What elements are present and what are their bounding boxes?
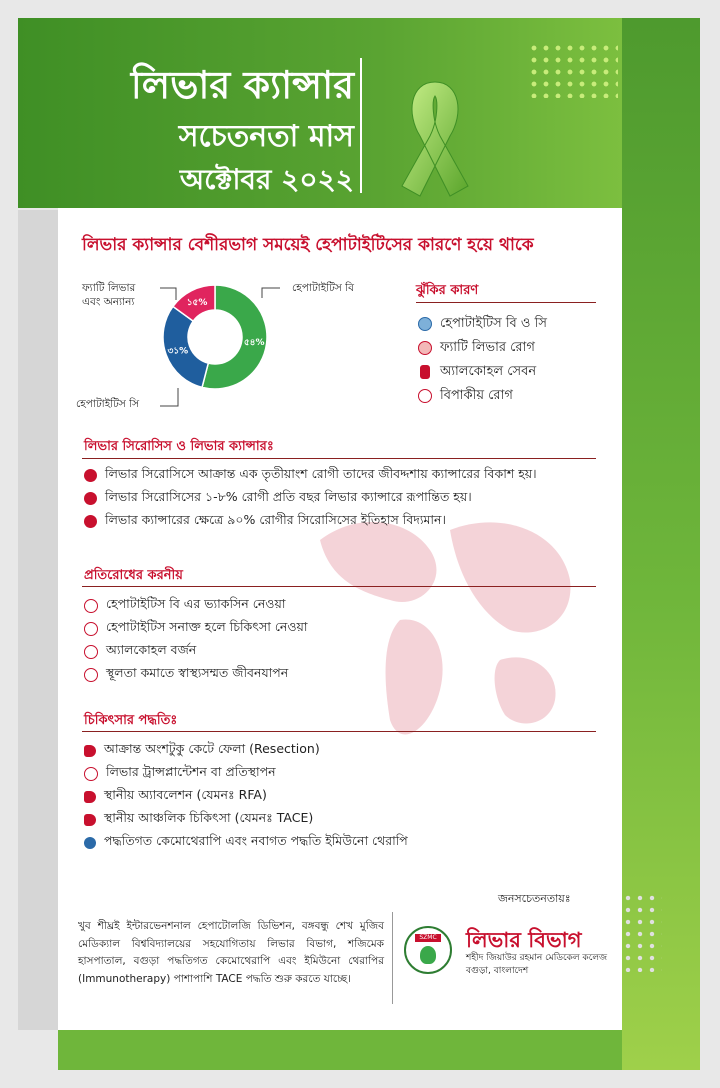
list-item (84, 785, 408, 808)
left-gray-band (18, 210, 58, 1030)
list-item (84, 831, 408, 854)
title-line-1: লিভার ক্যান্সার (130, 62, 354, 107)
bullet-icon (84, 492, 97, 505)
list-item-text: লিভার সিরোসিসের ১-৮% রোগী প্রতি বছর লিভার ক্যান্সারে রূপান্তিত হয়। (105, 488, 472, 504)
risk-item-label: হেপাটাইটিস বি ও সি (440, 315, 547, 331)
logo-text: SZMC (415, 934, 441, 942)
liver-icon (84, 791, 96, 803)
szmc-logo (404, 926, 452, 974)
scalpel-icon (84, 745, 96, 757)
no-alcohol-icon (84, 645, 98, 659)
list-item (84, 464, 537, 487)
donut-value-label-0: ৫৪% (243, 337, 265, 348)
prevention-rule (82, 586, 596, 587)
label-fatty-line2: এবং অন্যান্য (82, 296, 135, 308)
cirrhosis-rule (82, 458, 596, 459)
ribbon-icon (380, 74, 490, 206)
list-item-text: আক্রান্ত অংশটুকু কেটে ফেলা (Resection) (104, 740, 320, 756)
title-line-3: অক্টোবর ২০২২ (179, 163, 354, 196)
institution-line2: বগুড়া, বাংলাদেশ (466, 966, 529, 976)
cirrhosis-list (84, 464, 537, 533)
bullet-icon (84, 469, 97, 482)
risk-item (418, 384, 547, 408)
label-hep-b: হেপাটাইটিস বি (292, 282, 355, 294)
transplant-icon (84, 767, 98, 781)
label-hep-c: হেপাটাইটিস সি (76, 398, 140, 410)
title-line-2: সচেতনতা মাস (178, 119, 354, 154)
logo-emblem (420, 946, 436, 964)
treatment-title: চিকিৎসার পদ্ধতিঃ (84, 713, 178, 728)
department-name: লিভার বিভাগ (466, 928, 582, 952)
dot-pattern (528, 42, 618, 98)
headline: লিভার ক্যান্সার বেশীরভাগ সময়েই হেপাটাইটিসের কারণে হয়ে থাকে (82, 235, 534, 255)
pills-icon (84, 837, 96, 849)
institution-line1: শহীদ জিয়াউর রহমান মেডিকেল কলেজ (466, 953, 608, 963)
list-item-text: হেপাটাইটিস বি এর ভ্যাকসিন নেওয়া (106, 595, 286, 611)
syringe-icon (84, 599, 98, 613)
list-item-text: লিভার সিরোসিসে আক্রান্ত এক তৃতীয়াংশ রোগী তাদের জীবদ্দশায় ক্যান্সারের বিকাশ হয়। (105, 465, 537, 481)
running-icon (84, 668, 98, 682)
list-item-text: লিভার ক্যান্সারের ক্ষেত্রে ৯০% রোগীর সিরোসিসের ইতিহাস বিদ্যমান। (105, 511, 446, 527)
list-item (84, 640, 308, 663)
donut-value-label-1: ৩১% (167, 346, 189, 357)
metabolic-icon (418, 389, 432, 403)
list-item-text: লিভার ট্রান্সপ্লান্টেশন বা প্রতিস্থাপন (106, 763, 276, 779)
doctor-icon (84, 622, 98, 636)
risk-item-label: ফ্যাটি লিভার রোগ (440, 339, 535, 355)
dot-pattern-right (622, 892, 662, 972)
list-item (84, 594, 308, 617)
list-item (84, 510, 537, 533)
footer-notice: খুব শীঘ্রই ইন্টারভেনশনাল হেপাটোলজি ডিভিশন, বঙ্গবন্ধু শেখ মুজিব মেডিক্যাল বিশ্ববিদ্যালয়ের সহযোগিতায় লিভার বিভাগ, শজিমেক হাসপাতাল, বগুড়া পদ্ধতিগত কেমোথেরাপি এবং ইমিউনো থেরাপির (Immunotherapy) পাশাপাশি TACE পদ্ধতি শুরু করতে যাচ্ছে। (78, 920, 384, 985)
list-item (84, 663, 308, 686)
prevention-title: প্রতিরোধের করনীয় (84, 568, 183, 583)
risk-item (418, 312, 547, 336)
bottom-accent-band (58, 1030, 622, 1070)
list-item-text: পদ্ধতিগত কেমোথেরাপি এবং নবাগত পদ্ধতি ইমিউনো থেরাপি (104, 832, 408, 848)
header-divider (360, 58, 362, 193)
liver-icon (418, 341, 432, 355)
list-item-text: স্থানীয় আঞ্চলিক চিকিৎসা (যেমনঃ TACE) (104, 809, 314, 825)
institution-name (466, 952, 607, 978)
risk-item-label: বিপাকীয় রোগ (440, 387, 513, 403)
risk-rule (416, 302, 596, 303)
credit-label: জনসচেতনতায়ঃ (498, 892, 571, 905)
risk-item (418, 336, 547, 360)
cirrhosis-title: লিভার সিরোসিস ও লিভার ক্যান্সারঃ (84, 439, 274, 454)
donut-value-label-2: ১৫% (186, 297, 208, 308)
label-fatty-liver (82, 281, 135, 309)
bottle-icon (420, 365, 430, 379)
liver-icon (84, 814, 96, 826)
list-item (84, 739, 408, 762)
list-item-text: স্থূলতা কমাতে স্বাস্থ্যসম্মত জীবনযাপন (106, 664, 289, 680)
bullet-icon (84, 515, 97, 528)
list-item-text: হেপাটাইটিস সনাক্ত হলে চিকিৎসা নেওয়া (106, 618, 308, 634)
footer-divider (392, 912, 393, 1004)
prevention-list (84, 594, 308, 686)
list-item (84, 762, 408, 785)
list-item-text: অ্যালকোহল বর্জন (106, 641, 197, 657)
world-map-watermark (300, 500, 580, 760)
risk-list (418, 312, 547, 408)
risk-item (418, 360, 547, 384)
label-fatty-line1: ফ্যাটি লিভার (82, 282, 136, 294)
chart-leader-lines (150, 282, 300, 412)
list-item-text: স্থানীয় অ্যাবলেশন (যেমনঃ RFA) (104, 786, 267, 802)
header-banner (18, 18, 622, 208)
risk-item-label: অ্যালকোহল সেবন (440, 363, 537, 379)
list-item (84, 487, 537, 510)
treatment-list (84, 739, 408, 854)
virus-icon (418, 317, 432, 331)
list-item (84, 808, 408, 831)
risk-title: ঝুঁকির কারণ (416, 283, 479, 298)
list-item (84, 617, 308, 640)
treatment-rule (82, 731, 596, 732)
